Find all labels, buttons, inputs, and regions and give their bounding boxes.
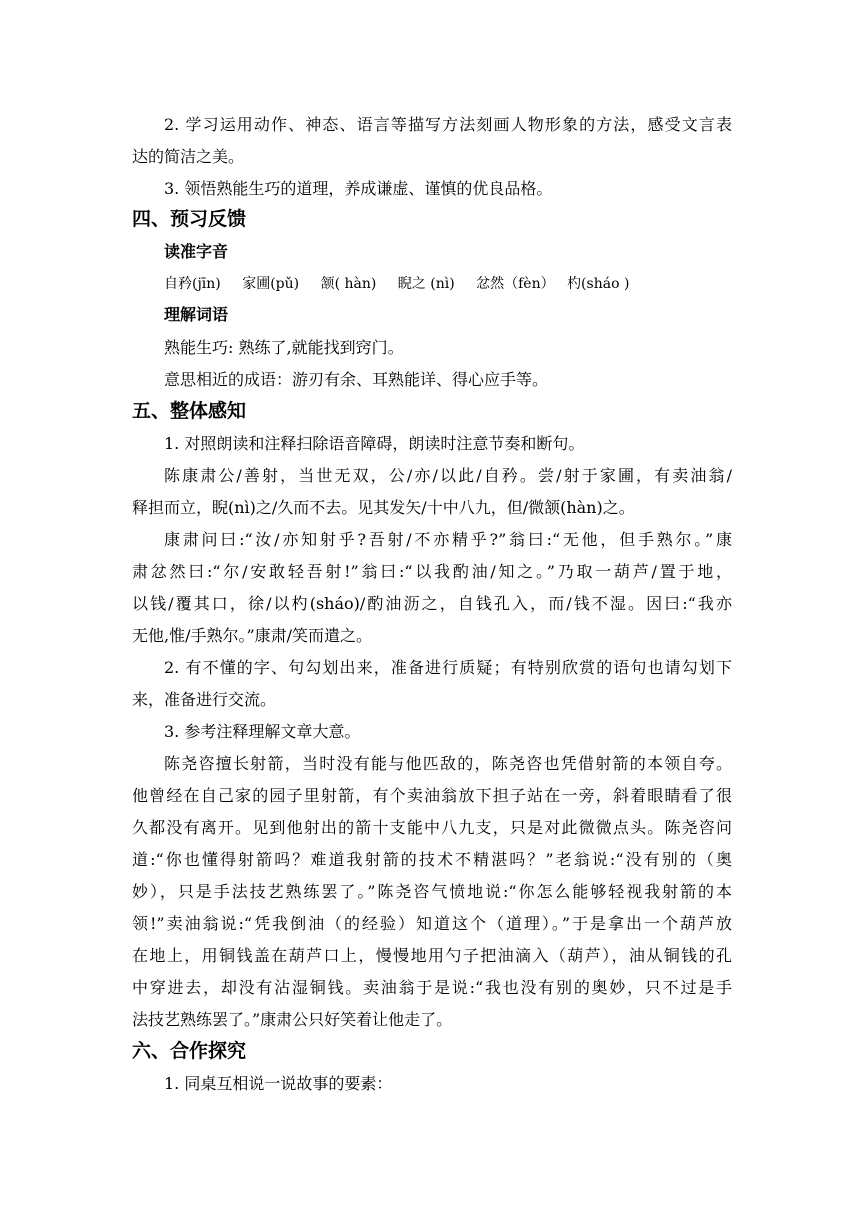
section-6-heading: 六、合作探究: [132, 1040, 247, 1062]
goal-2-line-2: 达的简洁之美。: [132, 147, 245, 166]
translation-line: 妙），只是手法技艺熟练罢了。”陈尧咨气愤地说:“你怎么能够轻视我射箭的本: [132, 882, 732, 901]
classical-text-line: 以钱/覆其口，徐/以杓(sháo)/酌油沥之，自钱孔入，而/钱不湿。因曰:“我亦: [132, 594, 732, 613]
vocab-synonyms: 意思相近的成语：游刃有余、耳熟能详、得心应手等。: [164, 370, 549, 389]
classical-text-line: 康肃问曰:“汝/亦知射乎?吾射/不亦精乎?”翁曰:“无他，但手熟尔。”康: [164, 530, 732, 549]
pron-item: 忿然（fèn）: [476, 276, 555, 292]
translation-line: 道:“你也懂得射箭吗？难道我射箭的技术不精湛吗？”老翁说:“没有别的（奥: [132, 850, 732, 869]
section-5-heading: 五、整体感知: [132, 400, 247, 422]
subheading-vocabulary: 理解词语: [164, 305, 229, 324]
classical-text-line: 无他,惟/手熟尔。”康肃/笑而遣之。: [132, 626, 373, 645]
subheading-pronunciation: 读准字音: [164, 242, 229, 261]
translation-line: 在地上，用铜钱盖在葫芦口上，慢慢地用勺子把油滴入（葫芦），油从铜钱的孔: [132, 946, 732, 965]
classical-text-line: 肃忿然曰:“尔/安敢轻吾射!”翁曰:“以我酌油/知之。”乃取一葫芦/置于地，: [132, 562, 732, 581]
translation-line: 陈尧咨擅长射箭，当时没有能与他匹敌的，陈尧咨也凭借射箭的本领自夸。: [164, 754, 732, 773]
item-6-1: 1. 同桌互相说一说故事的要素：: [164, 1074, 393, 1093]
goal-3: 3. 领悟熟能生巧的道理，养成谦虚、谨慎的优良品格。: [164, 179, 553, 198]
item-5-2-line-1: 2. 有不懂的字、句勾划出来，准备进行质疑；有特别欣赏的语句也请勾划下: [164, 658, 732, 677]
pron-item: 睨之 (nì): [397, 276, 455, 292]
pron-item: 自矜(jīn): [164, 276, 221, 292]
pron-item: 杓(sháo ): [567, 276, 630, 292]
classical-text-line: 释担而立，睨(nì)之/久而不去。见其发矢/十中八九，但/微颔(hàn)之。: [132, 498, 635, 517]
translation-line: 中穿进去，却没有沾湿铜钱。卖油翁于是说:“我也没有别的奥妙，只不过是手: [132, 978, 732, 997]
goal-2-line-1: 2. 学习运用动作、神态、语言等描写方法刻画人物形象的方法，感受文言表: [164, 115, 732, 134]
translation-line: 法技艺熟练罢了。”康肃公只好笑着让他走了。: [132, 1010, 453, 1029]
item-5-1: 1. 对照朗读和注释扫除语音障碍，朗读时注意节奏和断句。: [164, 434, 585, 453]
item-5-2-line-2: 来，准备进行交流。: [132, 690, 277, 709]
translation-line: 他曾经在自己家的园子里射箭，有个卖油翁放下担子站在一旁，斜着眼睛看了很: [132, 786, 732, 805]
classical-text-line: 陈康肃公/善射，当世无双，公/亦/以此/自矜。尝/射于家圃，有卖油翁/: [164, 466, 732, 485]
pron-item: 家圃(pǔ): [242, 276, 300, 292]
item-5-3: 3. 参考注释理解文章大意。: [164, 722, 361, 741]
section-4-heading: 四、预习反馈: [132, 208, 247, 230]
translation-line: 领!”卖油翁说:“凭我倒油（的经验）知道这个（道理）。”于是拿出一个葫芦放: [132, 914, 732, 933]
pronunciation-list: [164, 275, 646, 293]
vocab-definition: 熟能生巧: 熟练了,就能找到窍门。: [164, 338, 404, 357]
translation-line: 久都没有离开。见到他射出的箭十支能中八九支，只是对此微微点头。陈尧咨问: [132, 818, 732, 837]
pron-item: 颔( hàn): [320, 276, 377, 292]
